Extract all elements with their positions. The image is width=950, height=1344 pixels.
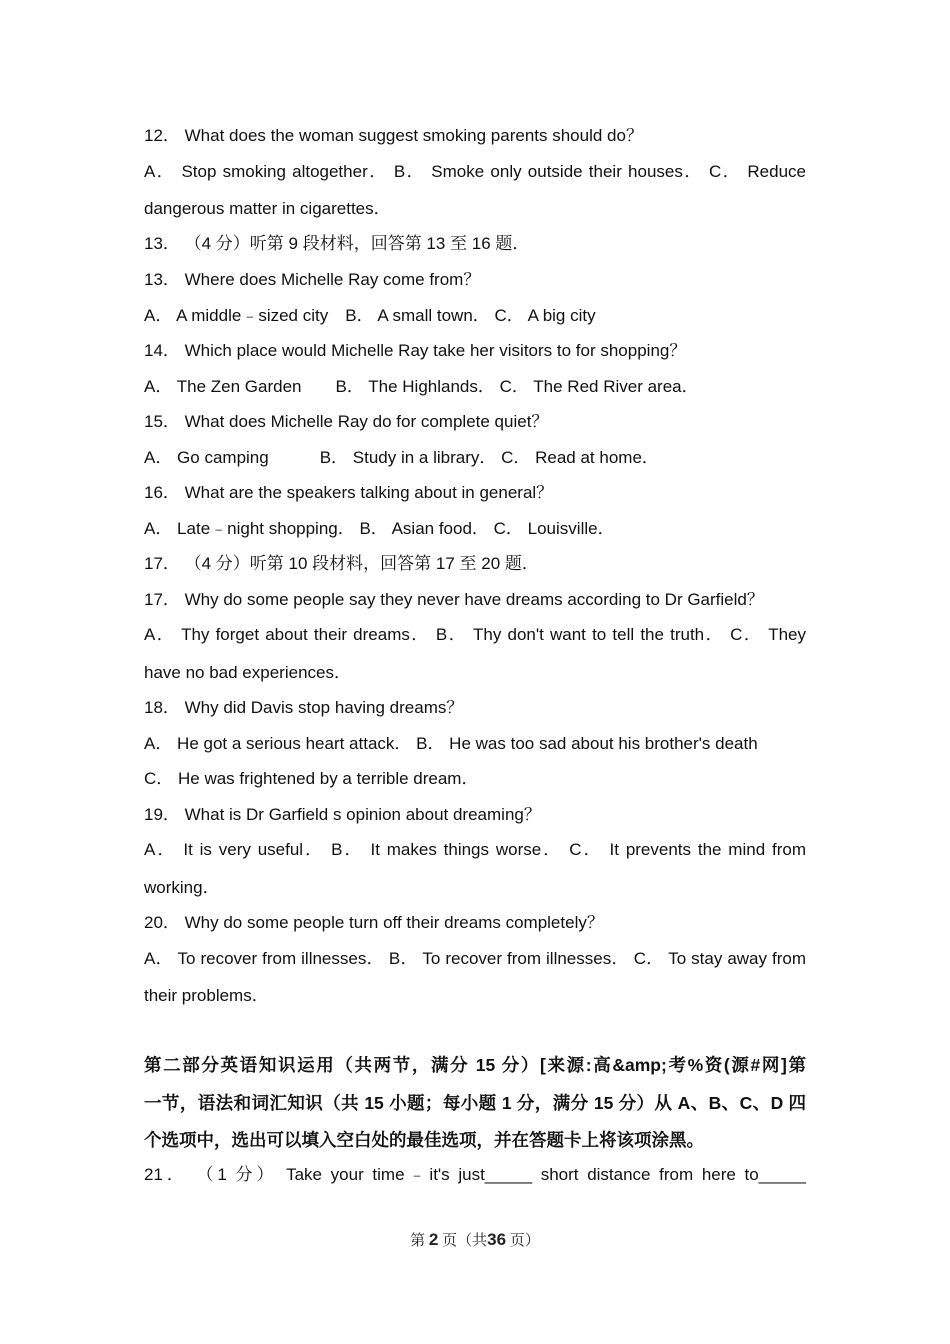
question-20-options: A． To recover from illnesses． B． To recover from illnesses． C． To stay away from — [144, 949, 806, 968]
page-number: 2 — [428, 1230, 439, 1249]
question-19-options-cont: working． — [144, 878, 220, 897]
part-two-heading: 第二部分英语知识运用（共两节，满分 15 分）[来源:高&amp;考%资(源#网]第 — [144, 1055, 806, 1075]
section-instruction-13: 13． （4 分）听第 9 段材料，回答第 13 至 16 题． — [144, 234, 530, 253]
question-12-options-cont: dangerous matter in cigarettes． — [144, 199, 391, 218]
question-16: 16． What are the speakers talking about in general？ — [144, 483, 554, 502]
question-13-options: A． A middle﹣sized city B． A small town． C． A big city — [144, 306, 596, 325]
part-two-instruction: 个选项中，选出可以填入空白处的最佳选项，并在答题卡上将该项涂黑。 — [144, 1130, 704, 1150]
footer-middle: 页（共 — [442, 1233, 488, 1249]
question-14-options: A． The Zen Garden B． The Highlands． C． The Red River area． — [144, 377, 699, 396]
question-15: 15． What does Michelle Ray do for complete quiet？ — [144, 412, 549, 431]
footer-suffix: 页） — [509, 1233, 540, 1249]
question-13: 13． Where does Michelle Ray come from？ — [144, 270, 481, 289]
footer-prefix: 第 — [410, 1233, 426, 1249]
question-19-options: A． It is very useful． B． It makes things worse． C． It prevents the mind from — [144, 840, 806, 859]
total-pages: 36 — [487, 1230, 507, 1249]
section-instruction-17: 17． （4 分）听第 10 段材料，回答第 17 至 20 题． — [144, 554, 539, 573]
page-footer — [0, 1229, 950, 1250]
question-16-options: A． Late﹣night shopping． B． Asian food． C． Louisville． — [144, 519, 615, 538]
question-17-options: A． Thy forget about their dreams． B． Thy don't want to tell the truth． C． They — [144, 625, 806, 644]
question-20: 20． Why do some people turn off their dreams completely？ — [144, 913, 604, 932]
question-20-options-cont: their problems． — [144, 986, 269, 1005]
part-two-heading-cont: 一节，语法和词汇知识（共 15 小题；每小题 1 分，满分 15 分）从 A、B、C、D 四 — [144, 1093, 806, 1113]
question-15-options: A． Go camping B． Study in a library． C． Read at home． — [144, 448, 659, 467]
question-18-options: A． He got a serious heart attack． B． He was too sad about his brother's death — [144, 734, 758, 753]
question-19: 19． What is Dr Garfield s opinion about dreaming？ — [144, 805, 541, 824]
question-12-options: A． Stop smoking altogether． B． Smoke only outside their houses． C． Reduce — [144, 162, 806, 181]
question-17: 17． Why do some people say they never have dreams according to Dr Garfield？ — [144, 590, 764, 609]
question-18-options-cont: C． He was frightened by a terrible dream． — [144, 769, 479, 788]
question-14: 14． Which place would Michelle Ray take her visitors to for shopping？ — [144, 341, 687, 360]
question-12: 12． What does the woman suggest smoking parents should do？ — [144, 126, 643, 145]
question-18: 18． Why did Davis stop having dreams？ — [144, 698, 464, 717]
question-17-options-cont: have no bad experiences． — [144, 663, 351, 682]
question-21: 21． （1 分） Take your time﹣it's just_____ short distance from here to_____ — [144, 1165, 806, 1184]
